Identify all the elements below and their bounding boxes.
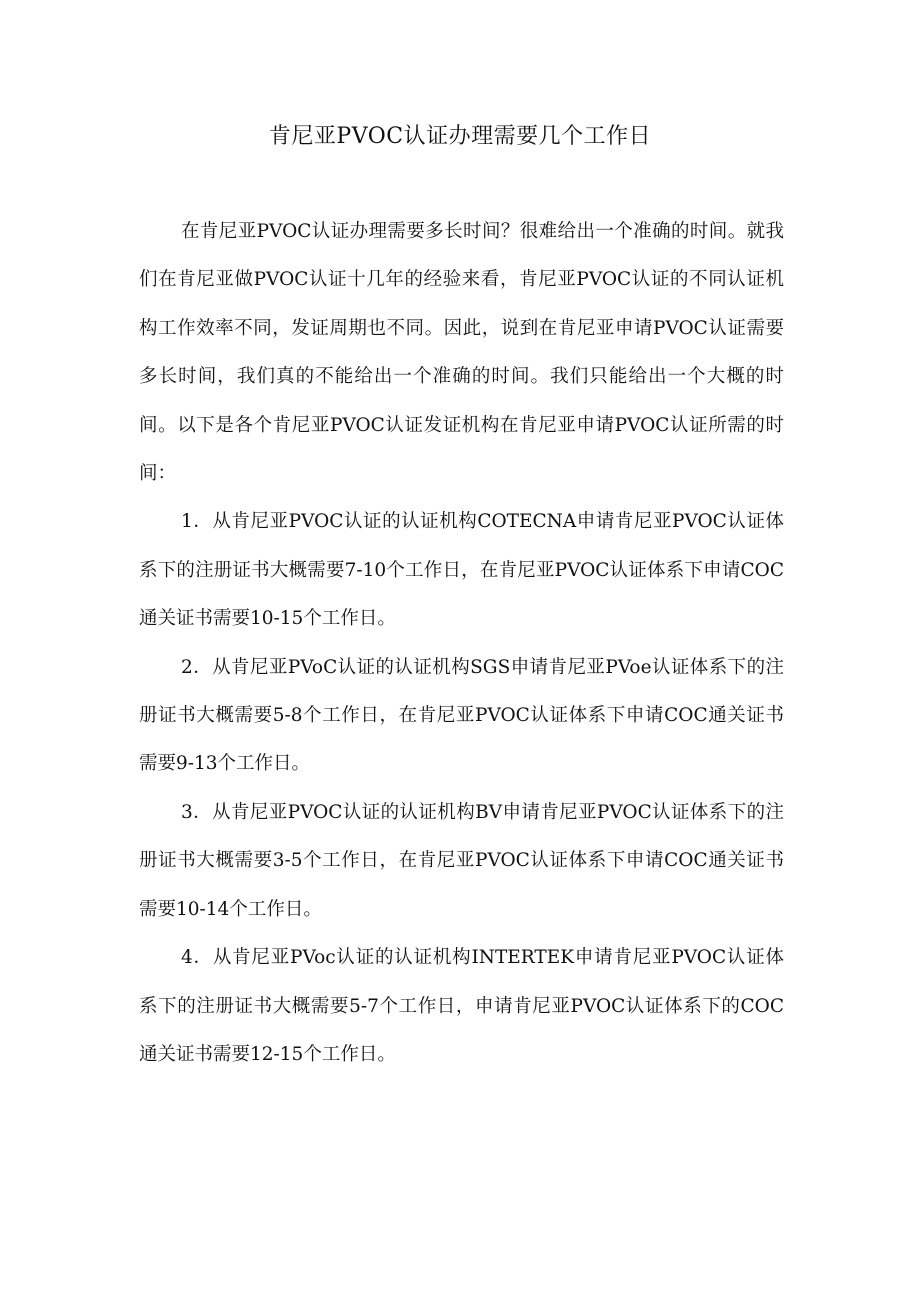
document-body: [139, 208, 784, 1079]
document-title: 肯尼亚PVOC认证办理需要几个工作日: [268, 124, 652, 149]
list-item-sgs: 2．从肯尼亚PVoC认证的认证机构SGS申请肯尼亚PVoe认证体系下的注册证书大概需要5-8个工作日，在肯尼亚PVOC认证体系下申请COC通关证书需要9-13个工作日。: [139, 656, 784, 775]
intro-paragraph: 在肯尼亚PVOC认证办理需要多长时间？很难给出一个准确的时间。就我们在肯尼亚做PVOC认证十几年的经验来看，肯尼亚PVOC认证的不同认证机构工作效率不同，发证周期也不同。因此，说到在肯尼亚申请PVOC认证需要多长时间，我们真的不能给出一个准确的时间。我们只能给出一个大概的时间。以下是各个肯尼亚PVOC认证发证机构在肯尼亚申请PVOC认证所需的时间：: [139, 221, 784, 485]
list-item-intertek: 4．从肯尼亚PVoc认证的认证机构INTERTEK申请肯尼亚PVOC认证体系下的注册证书大概需要5-7个工作日，申请肯尼亚PVOC认证体系下的COC通关证书需要12-15个工作日。: [139, 947, 784, 1065]
list-item-bv: 3．从肯尼亚PVOC认证的认证机构BV申请肯尼亚PVOC认证体系下的注册证书大概需要3-5个工作日，在肯尼亚PVOC认证体系下申请COC通关证书需要10-14个工作日。: [139, 801, 784, 920]
list-item-cotecna: 1．从肯尼亚PVOC认证的认证机构COTECNA申请肯尼亚PVOC认证体系下的注册证书大概需要7-10个工作日，在肯尼亚PVOC认证体系下申请COC通关证书需要10-15个工作日。: [139, 511, 784, 630]
